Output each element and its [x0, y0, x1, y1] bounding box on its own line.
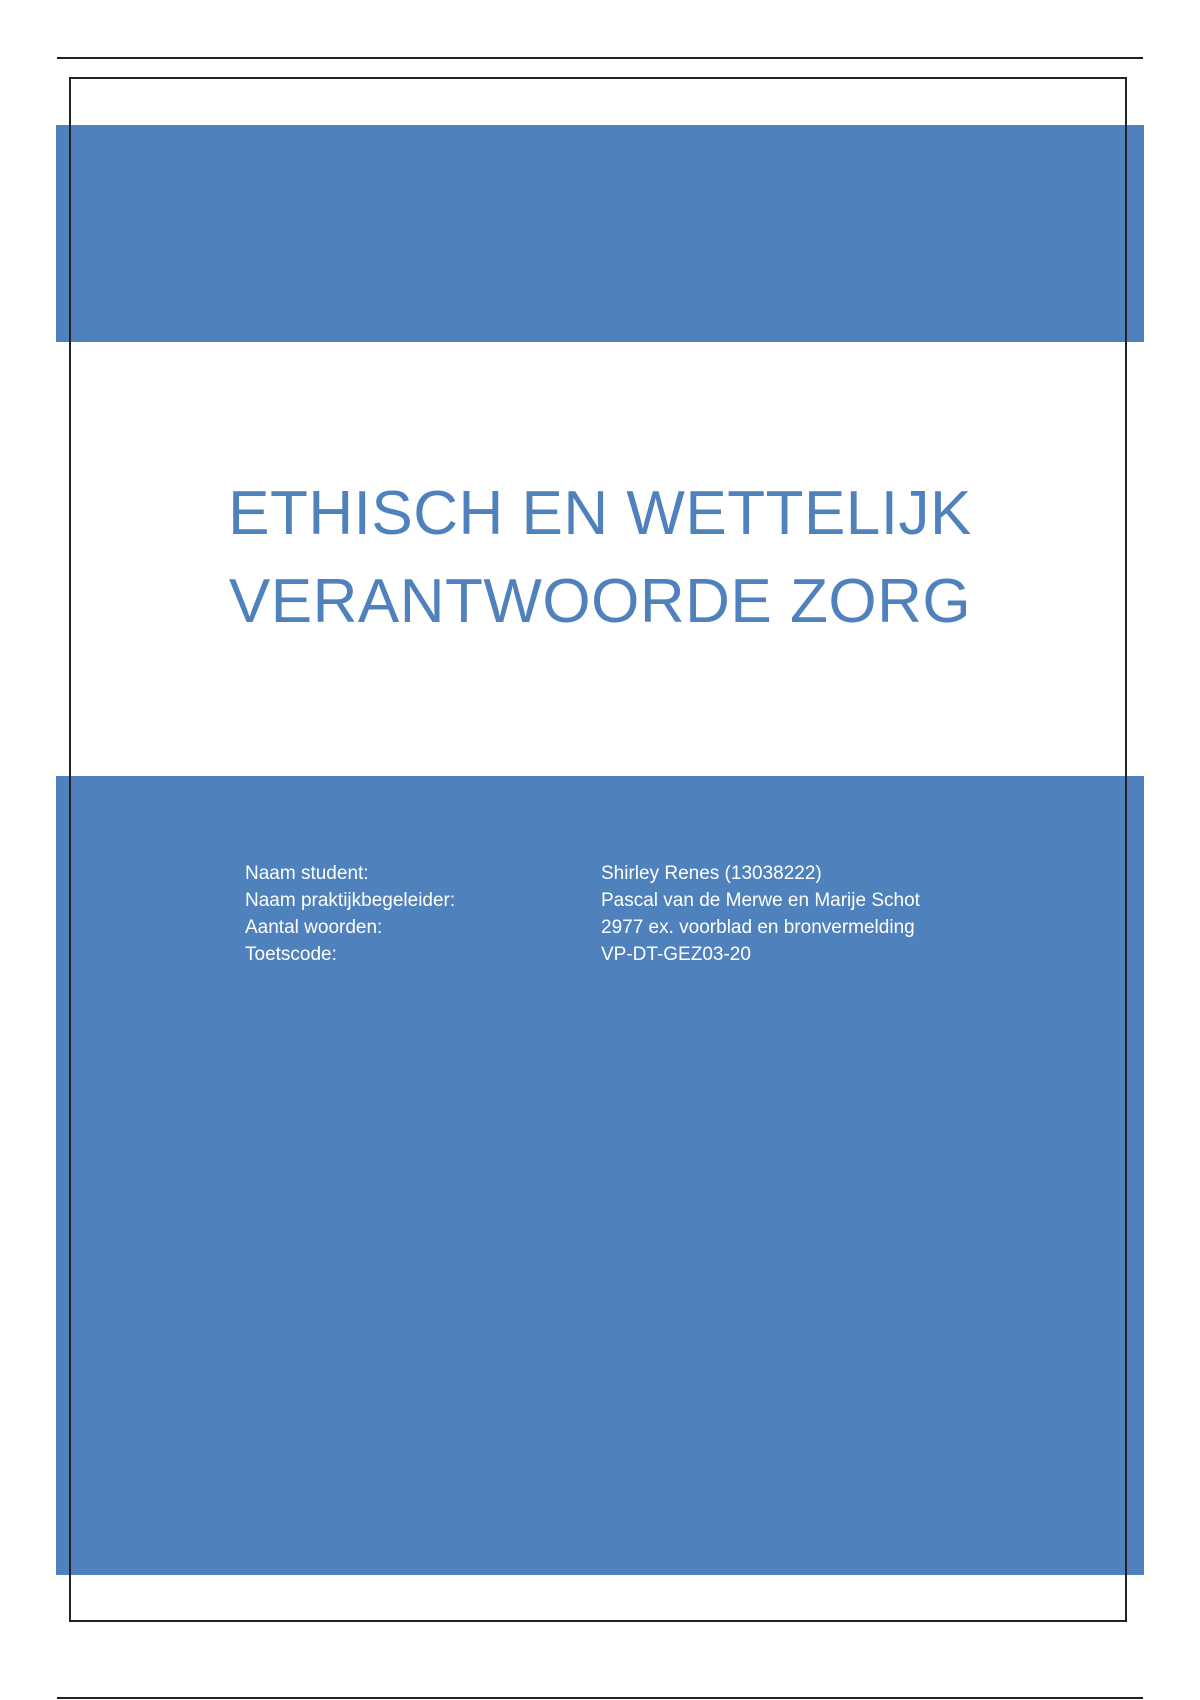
cover-details	[245, 860, 920, 968]
top-color-band	[56, 125, 1144, 342]
title-line-1: ETHISCH EN WETTELIJK	[228, 479, 972, 548]
detail-row-supervisor	[245, 887, 920, 914]
page-title	[56, 470, 1144, 646]
header-rule	[57, 57, 1143, 59]
title-line-2: VERANTWOORDE ZORG	[228, 567, 972, 636]
detail-label: Naam student:	[245, 863, 369, 884]
detail-value: Shirley Renes (13038222)	[601, 863, 822, 884]
detail-value: 2977 ex. voorblad en bronvermelding	[601, 917, 915, 938]
detail-row-student	[245, 860, 920, 887]
detail-value: VP-DT-GEZ03-20	[601, 944, 751, 965]
detail-row-word-count	[245, 914, 920, 941]
detail-label: Naam praktijkbegeleider:	[245, 890, 456, 911]
detail-row-test-code	[245, 941, 920, 968]
detail-value: Pascal van de Merwe en Marije Schot	[601, 890, 920, 911]
detail-label: Toetscode:	[245, 944, 337, 965]
footer-rule	[57, 1697, 1143, 1699]
detail-label: Aantal woorden:	[245, 917, 383, 938]
